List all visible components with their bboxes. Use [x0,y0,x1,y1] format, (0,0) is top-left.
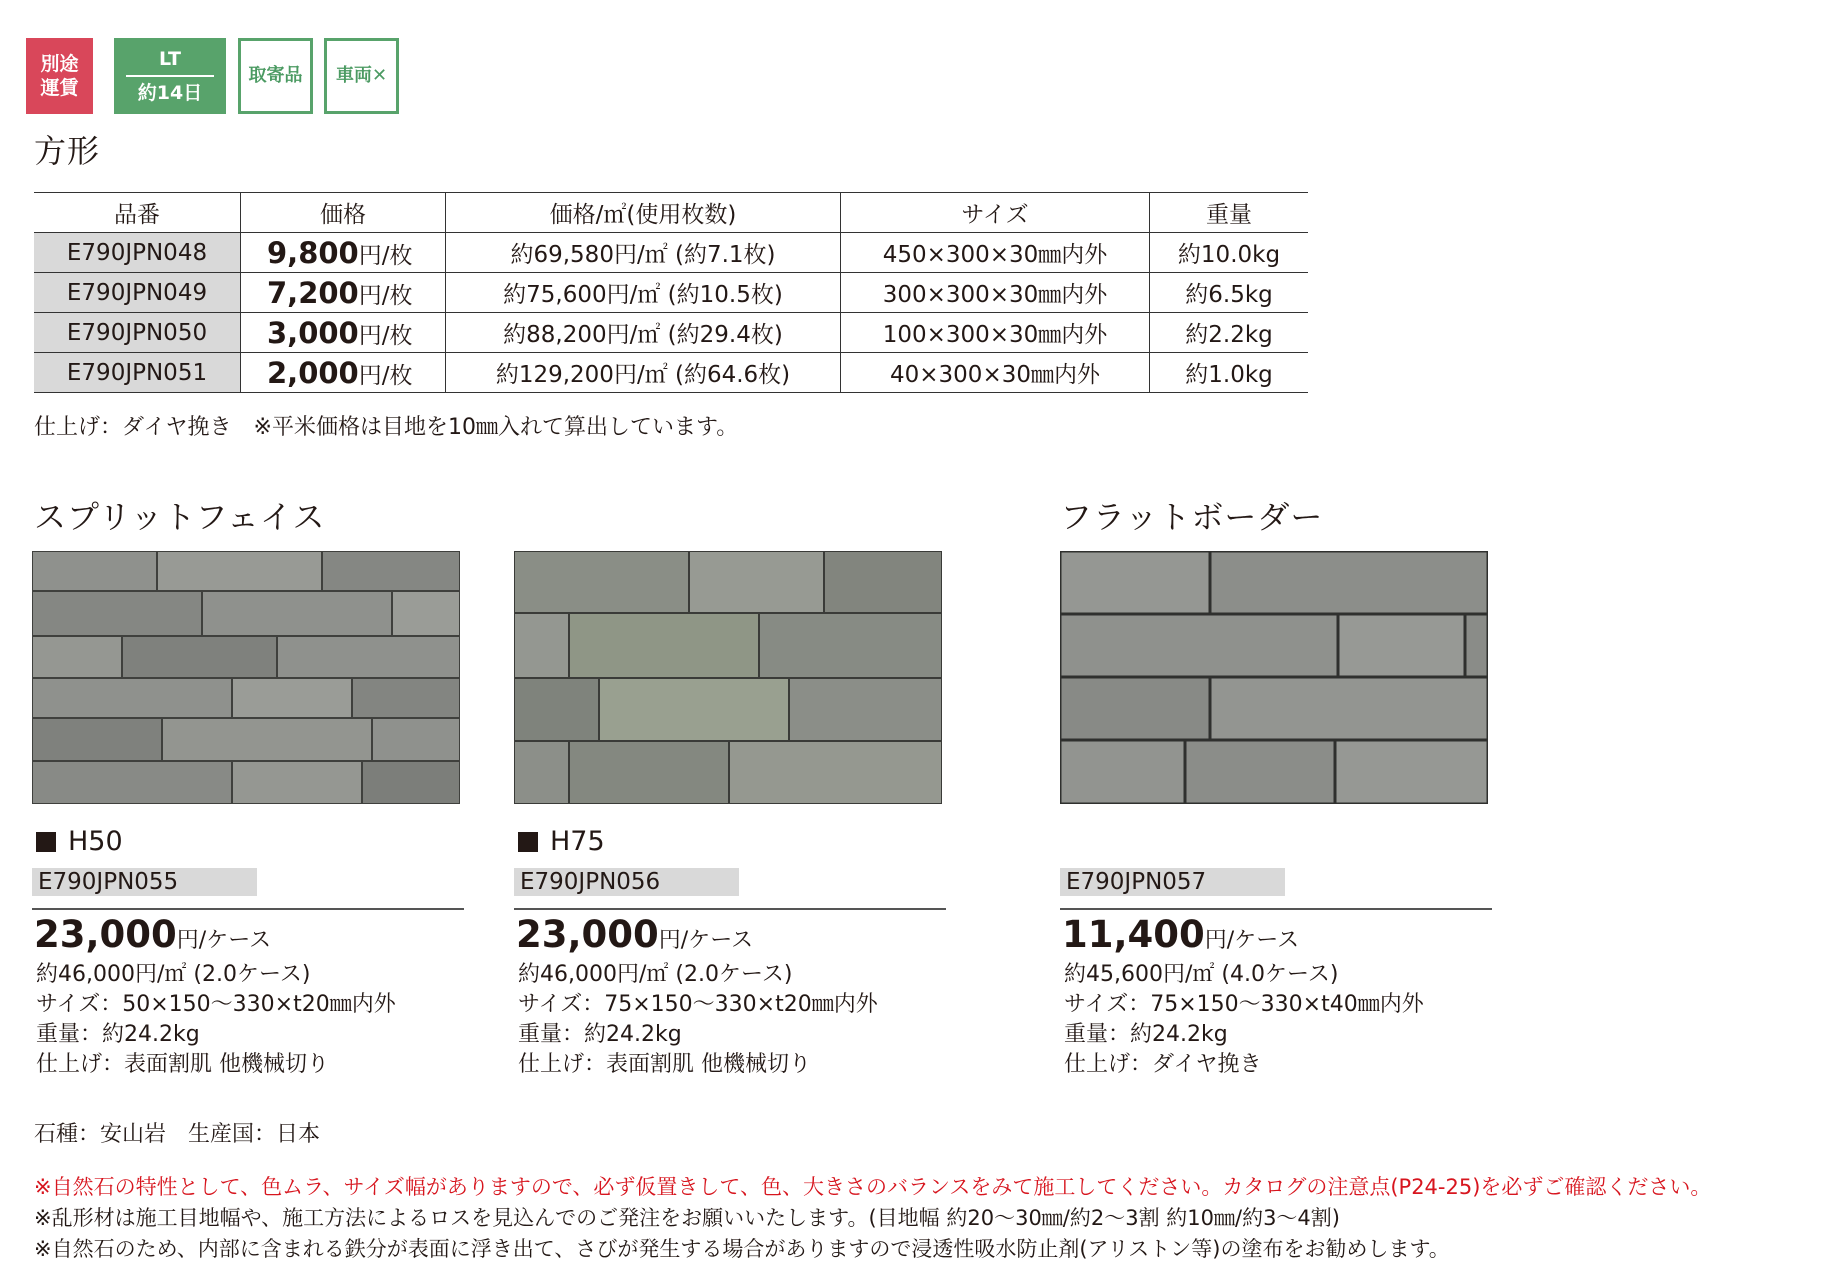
header-code: 品番 [34,193,241,233]
finish-text: 仕上げ：表面割肌 他機械切り [518,1052,811,1077]
variant-h75 [518,826,605,857]
cell-price-per-sqm: 約69,580円/㎡ (約7.1枚) [446,233,841,273]
price-unit: 円/枚 [358,362,413,389]
divider [1060,908,1492,910]
price-unit: 円/枚 [358,282,413,309]
info-055 [36,960,396,1080]
cell-price-per-sqm: 約129,200円/㎡ (約64.6枚) [446,353,841,393]
cell-price-per-sqm: 約88,200円/㎡ (約29.4枚) [446,313,841,353]
square-section-title: 方形 [34,132,101,170]
cell-size: 300×300×30㎜内外 [841,273,1150,313]
price-unit: 円/ケース [176,928,272,953]
price-unit: 円/枚 [358,322,413,349]
cell-code: E790JPN048 [34,233,241,273]
stone-info: 石種：安山岩 生産国：日本 [34,1122,321,1147]
vehicle-label: 車両✕ [335,65,388,86]
variant-h50 [36,826,123,857]
cell-weight: 約2.2kg [1150,313,1309,353]
order-item-badge [238,38,313,114]
warning-line: ※自然石のため、内部に含まれる鉄分が表面に浮き出て、さびが発生する場合がありますので浸透性吸水防止剤(アリストン等)の塗布をお勧めします。 [34,1237,1450,1261]
cell-size: 100×300×30㎜内外 [841,313,1150,353]
cell-weight: 約10.0kg [1150,233,1309,273]
product-code-056: E790JPN056 [514,868,739,896]
square-bullet-icon [36,832,56,852]
price-value: 2,000 [267,355,359,390]
square-bullet-icon [518,832,538,852]
cell-code: E790JPN049 [34,273,241,313]
split-face-title: スプリットフェイス [34,498,326,536]
info-057 [1064,960,1424,1080]
price-per-sqm: 約46,000円/㎡ (2.0ケース) [518,962,793,987]
table-row [34,313,1308,353]
lead-time-badge [114,38,226,114]
table-row [34,353,1308,393]
divider [514,908,946,910]
table-row [34,273,1308,313]
price-055 [34,913,271,956]
square-note: 仕上げ：ダイヤ挽き ※平米価格は目地を10㎜入れて算出しています。 [34,415,739,440]
cell-weight: 約1.0kg [1150,353,1309,393]
price-unit: 円/ケース [658,928,754,953]
product-code-055: E790JPN055 [32,868,257,896]
header-price-per-sqm: 価格/㎡(使用枚数) [446,193,841,233]
cell-price-per-sqm: 約75,600円/㎡ (約10.5枚) [446,273,841,313]
table-row [34,233,1308,273]
cell-price [241,233,446,273]
price-value: 3,000 [267,315,359,350]
lt-days: 約14日 [137,82,203,104]
warning-line: ※自然石の特性として、色ムラ、サイズ幅がありますので、必ず仮置きして、色、大きさのバランスをみて施工してください。カタログの注意点(P24-25)を必ずご確認ください。 [34,1175,1712,1199]
price-value: 23,000 [34,913,177,956]
header-price: 価格 [241,193,446,233]
table-header-row [34,193,1308,233]
cell-price [241,313,446,353]
price-unit: 円/枚 [358,242,413,269]
weight-text: 重量：約24.2kg [36,1022,200,1047]
header-weight: 重量 [1150,193,1309,233]
info-056 [518,960,878,1080]
size-text: サイズ：75×150～330×t40㎜内外 [1064,992,1424,1017]
size-text: サイズ：50×150～330×t20㎜内外 [36,992,396,1017]
finish-text: 仕上げ：表面割肌 他機械切り [36,1052,329,1077]
variant-label: H50 [68,826,123,857]
order-item-label: 取寄品 [248,65,303,86]
vehicle-badge [324,38,399,114]
square-spec-table [34,192,1308,393]
weight-text: 重量：約24.2kg [1064,1022,1228,1047]
flat-border-image [1060,551,1488,804]
product-code-057: E790JPN057 [1060,868,1285,896]
split-face-h50-image [32,551,460,804]
price-value: 9,800 [267,235,359,270]
cell-price [241,353,446,393]
price-056 [516,913,753,956]
separate-shipping-badge [26,38,93,114]
warning-line: ※乱形材は施工目地幅や、施工方法によるロスを見込んでのご発注をお願いいたします。(目地幅 約20～30㎜/約2～3割 約10㎜/約3～4割) [34,1206,1340,1230]
flat-border-title: フラットボーダー [1060,498,1324,536]
warnings [34,1172,1829,1265]
price-value: 23,000 [516,913,659,956]
cell-size: 40×300×30㎜内外 [841,353,1150,393]
price-per-sqm: 約45,600円/㎡ (4.0ケース) [1064,962,1339,987]
price-value: 11,400 [1062,913,1205,956]
size-text: サイズ：75×150～330×t20㎜内外 [518,992,878,1017]
weight-text: 重量：約24.2kg [518,1022,682,1047]
cell-weight: 約6.5kg [1150,273,1309,313]
cell-size: 450×300×30㎜内外 [841,233,1150,273]
price-unit: 円/ケース [1204,928,1300,953]
cell-code: E790JPN050 [34,313,241,353]
split-face-h75-image [514,551,942,804]
finish-text: 仕上げ：ダイヤ挽き [1064,1052,1262,1077]
cell-code: E790JPN051 [34,353,241,393]
cell-price [241,273,446,313]
badge-divider [126,75,214,77]
header-size: サイズ [841,193,1150,233]
lt-label: LT [159,48,181,70]
price-per-sqm: 約46,000円/㎡ (2.0ケース) [36,962,311,987]
badge-line-2: 運賃 [40,77,79,99]
price-057 [1062,913,1299,956]
variant-label: H75 [550,826,605,857]
badge-line-1: 別途 [40,53,79,75]
divider [32,908,464,910]
price-value: 7,200 [267,275,359,310]
